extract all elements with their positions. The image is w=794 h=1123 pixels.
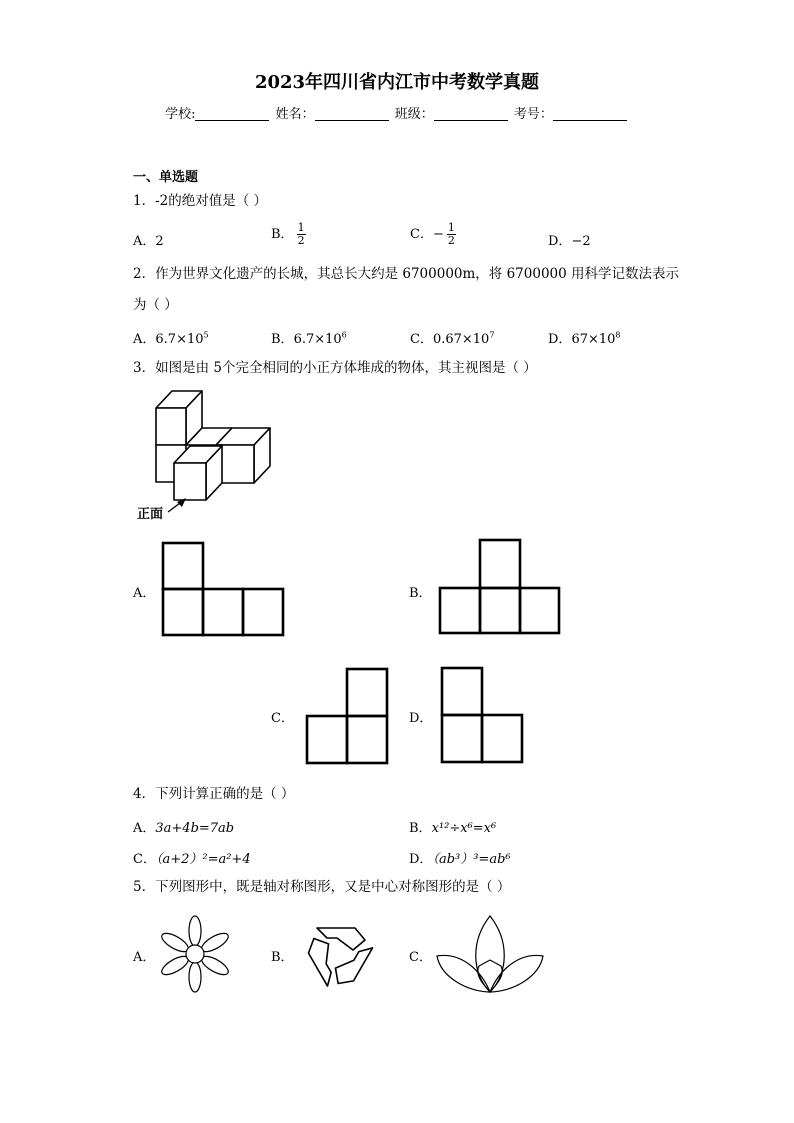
school-field[interactable] — [195, 108, 269, 121]
q2-a-exp: 5 — [203, 330, 209, 340]
q1-option-d[interactable] — [548, 230, 591, 249]
q5-option-b-recycle-figure[interactable] — [297, 914, 381, 990]
square — [163, 543, 203, 589]
square — [480, 588, 520, 633]
lotus-petal-left — [437, 955, 490, 992]
q1-d-label: D． — [548, 234, 572, 249]
q2-a-base: 6.7×10 — [155, 332, 204, 347]
q1-b-num: 1 — [297, 221, 305, 234]
square — [442, 668, 482, 715]
q4-b-text: x¹²÷x⁶=x⁶ — [431, 821, 497, 836]
cube-front-face — [174, 463, 206, 500]
q2-b-label: B． — [271, 332, 294, 347]
q1-a-label: A． — [133, 234, 156, 249]
q2-option-b[interactable] — [271, 328, 347, 347]
square — [347, 716, 387, 763]
q1-b-label: B． — [271, 227, 294, 242]
q4-option-a[interactable] — [133, 817, 234, 836]
q1-option-a[interactable] — [133, 230, 164, 249]
q4-option-d[interactable] — [409, 848, 511, 867]
q5-option-a-flower-figure[interactable] — [155, 914, 235, 994]
class-field[interactable] — [434, 108, 508, 121]
q3-option-c-figure[interactable] — [305, 668, 391, 766]
q4-option-b[interactable] — [409, 817, 496, 836]
petal — [189, 916, 201, 946]
square — [307, 716, 347, 763]
q2-option-d[interactable] — [548, 328, 621, 347]
question-2-stem-line1: 2．作为世界文化遗产的长城，其总长大约是 6700000m，将 6700000 用科学记数法表示 — [133, 266, 680, 282]
square — [482, 715, 522, 762]
q2-a-label: A． — [133, 332, 156, 347]
q4-c-text: （a+2）²=a²+4 — [155, 852, 251, 867]
square — [442, 715, 482, 762]
lotus-petal-center — [476, 916, 505, 992]
q4-a-text: 3a+4b=7ab — [155, 821, 235, 836]
question-2-stem-line2: 为（ ） — [133, 297, 178, 313]
q4-d-label: D． — [409, 852, 433, 867]
q2-d-label: D． — [548, 332, 572, 347]
section-title: 一、单选题 — [133, 170, 199, 185]
q1-d-text: −2 — [571, 234, 591, 249]
q4-b-label: B． — [409, 821, 432, 836]
q3-option-d-figure[interactable] — [440, 667, 526, 765]
name-label: 姓名： — [275, 107, 315, 122]
q1-c-fraction — [447, 222, 456, 247]
square — [480, 540, 520, 588]
number-field[interactable] — [553, 108, 627, 121]
class-label: 班级： — [394, 107, 434, 122]
student-info-line — [0, 103, 794, 122]
q1-c-den: 2 — [447, 234, 455, 247]
cube-front-face — [156, 408, 186, 445]
q2-option-a[interactable] — [133, 328, 209, 347]
square — [347, 669, 387, 716]
school-label: 学校: — [165, 107, 196, 122]
q2-d-base: 67×10 — [571, 332, 616, 347]
q2-c-base: 0.67×10 — [432, 332, 490, 347]
page-title: 2023年四川省内江市中考数学真题 — [254, 72, 540, 93]
q1-c-label: C． — [410, 227, 433, 242]
question-5-stem: 5．下列图形中，既是轴对称图形，又是中心对称图形的是（ ） — [133, 879, 511, 895]
square — [203, 589, 243, 635]
q5-c-label[interactable]: C． — [409, 950, 432, 965]
q3-b-label[interactable]: B． — [409, 586, 432, 601]
question-1-stem: 1．-2的绝对值是（ ） — [133, 193, 268, 209]
q3-d-label[interactable]: D． — [409, 711, 433, 726]
square — [440, 588, 480, 633]
q1-b-den: 2 — [297, 234, 305, 247]
q4-a-label: A． — [133, 821, 156, 836]
q2-c-label: C． — [410, 332, 433, 347]
q2-b-exp: 6 — [341, 330, 347, 340]
q3-c-label[interactable]: C． — [271, 711, 294, 726]
q1-b-fraction — [297, 222, 306, 247]
q1-a-text: 2 — [155, 234, 164, 249]
q4-d-text: （ab³）³=ab⁶ — [432, 852, 511, 867]
q3-a-label[interactable]: A． — [133, 586, 156, 601]
q1-c-sign: − — [432, 227, 444, 242]
front-label: 正面 — [137, 507, 164, 522]
q2-b-base: 6.7×10 — [293, 332, 342, 347]
q4-option-c[interactable] — [133, 848, 251, 867]
petal — [189, 962, 201, 992]
q2-c-exp: 7 — [489, 330, 495, 340]
q2-option-c[interactable] — [410, 328, 494, 347]
square — [243, 589, 283, 635]
q3-option-a-figure[interactable] — [162, 542, 286, 638]
name-field[interactable] — [315, 108, 389, 121]
q1-option-c[interactable] — [410, 222, 456, 247]
square — [163, 589, 203, 635]
square — [520, 588, 559, 633]
q4-c-label: C． — [133, 852, 156, 867]
q5-option-c-lotus-figure[interactable] — [435, 912, 545, 996]
q2-d-exp: 8 — [615, 330, 621, 340]
flower-center — [186, 945, 204, 963]
lotus-petal-right — [490, 955, 543, 992]
number-label: 考号： — [513, 107, 553, 122]
question-3-stem: 3．如图是由 5个完全相同的小正方体堆成的物体，其主视图是（ ） — [133, 360, 537, 376]
q1-c-num: 1 — [447, 221, 455, 234]
q3-option-b-figure[interactable] — [439, 539, 563, 635]
question-4-stem: 4．下列计算正确的是（ ） — [133, 786, 295, 802]
q5-b-label[interactable]: B． — [271, 950, 294, 965]
q5-a-label[interactable]: A． — [133, 950, 156, 965]
q1-option-b[interactable] — [271, 222, 306, 247]
